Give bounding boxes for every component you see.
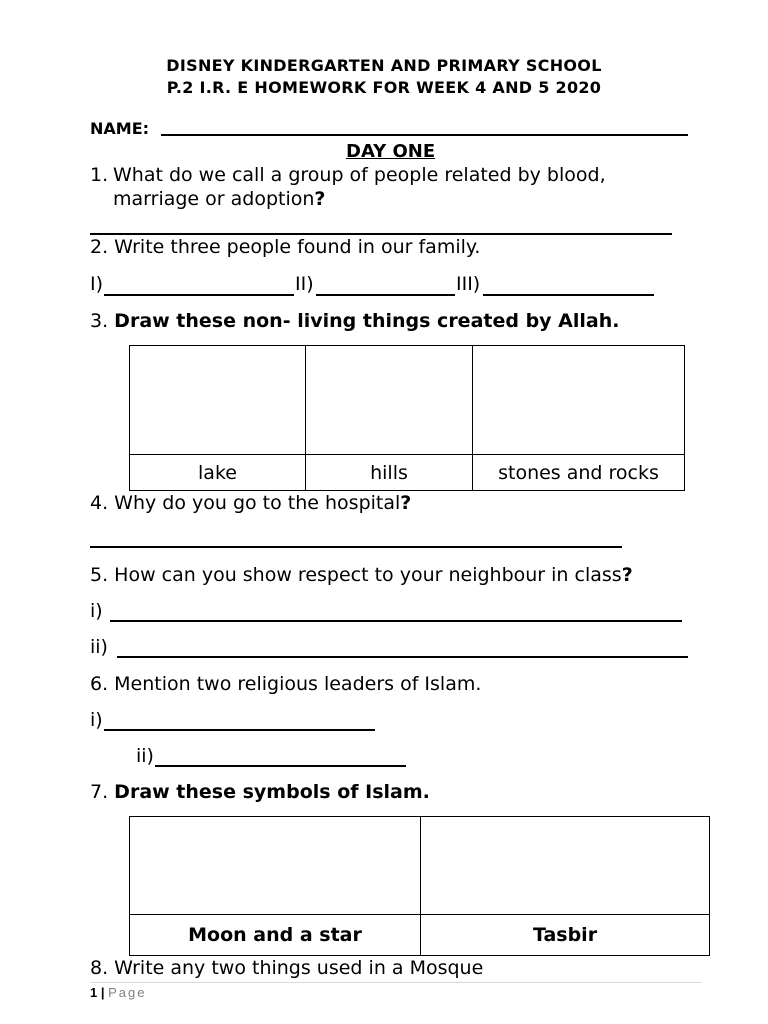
q3-label-lake: lake (130, 455, 306, 491)
q2-text: 2. Write three people found in our family. (90, 236, 481, 258)
page-word: Page (108, 985, 147, 1000)
q5-prompt (90, 564, 633, 586)
footer-separator: | (100, 985, 105, 1000)
q3-text: Draw these non- living things created by Allah. (114, 310, 620, 332)
q1-text: marriage or adoption (113, 188, 315, 210)
q4-text: 4. Why do you go to the hospital (90, 492, 401, 514)
q2-label-1: I) (90, 273, 104, 295)
q6-label-1: i) (90, 709, 103, 731)
q7-prompt (90, 781, 430, 803)
q1-answer-line[interactable] (90, 233, 672, 235)
q1-text-line2 (113, 188, 325, 210)
q3-drawing-box-stones[interactable] (473, 346, 685, 455)
q5-label-2: ii) (90, 636, 108, 658)
q7-label-moon-star: Moon and a star (130, 915, 421, 956)
name-answer-line[interactable] (161, 134, 688, 136)
q4-question-mark: ? (400, 492, 412, 514)
school-name: DISNEY KINDERGARTEN AND PRIMARY SCHOOL (166, 56, 602, 75)
q3-number: 3. (90, 310, 115, 332)
q2-label-2: II) (295, 273, 314, 295)
homework-title: P.2 I.R. E HOMEWORK FOR WEEK 4 AND 5 2020 (166, 78, 602, 97)
q2-answer-line-3[interactable] (483, 294, 654, 296)
q3-drawing-box-hills[interactable] (306, 346, 473, 455)
q7-drawing-box-moon-star[interactable] (130, 817, 421, 915)
q7-label-tasbir: Tasbir (421, 915, 710, 956)
q3-label-stones: stones and rocks (473, 455, 685, 491)
q1-number: 1. (90, 164, 109, 186)
day-title: DAY ONE (346, 141, 436, 162)
q7-drawing-box-tasbir[interactable] (421, 817, 710, 915)
q3-drawing-box-lake[interactable] (130, 346, 306, 455)
q3-drawing-table (129, 345, 685, 491)
q4-answer-line[interactable] (90, 546, 622, 548)
q3-label-hills: hills (306, 455, 473, 491)
q7-number: 7. (90, 781, 115, 803)
q6-answer-line-1[interactable] (104, 729, 375, 731)
q6-answer-line-2[interactable] (155, 765, 406, 767)
q6-label-2: ii) (136, 745, 154, 767)
q2-answer-line-1[interactable] (104, 294, 294, 296)
q4-prompt (90, 492, 411, 514)
q1-question-mark: ? (314, 188, 326, 210)
q6-text: 6. Mention two religious leaders of Islam. (90, 673, 482, 695)
q5-question-mark: ? (621, 564, 633, 586)
page-number: 1 (90, 985, 98, 1000)
name-label: NAME: (90, 119, 150, 138)
page-footer (90, 985, 147, 1000)
q2-answer-line-2[interactable] (316, 294, 455, 296)
q5-label-1: i) (90, 600, 103, 622)
q2-label-3: III) (456, 273, 481, 295)
q1-text-line1: What do we call a group of people related by blood, (113, 164, 606, 186)
footer-divider (90, 982, 702, 983)
q5-answer-line-2[interactable] (117, 656, 688, 658)
q5-text: 5. How can you show respect to your neighbour in class (90, 564, 622, 586)
q7-text: Draw these symbols of Islam. (114, 781, 430, 803)
q8-text: 8. Write any two things used in a Mosque (90, 957, 484, 979)
q3-prompt (90, 310, 619, 332)
q5-answer-line-1[interactable] (110, 620, 682, 622)
q7-drawing-table (129, 816, 710, 956)
